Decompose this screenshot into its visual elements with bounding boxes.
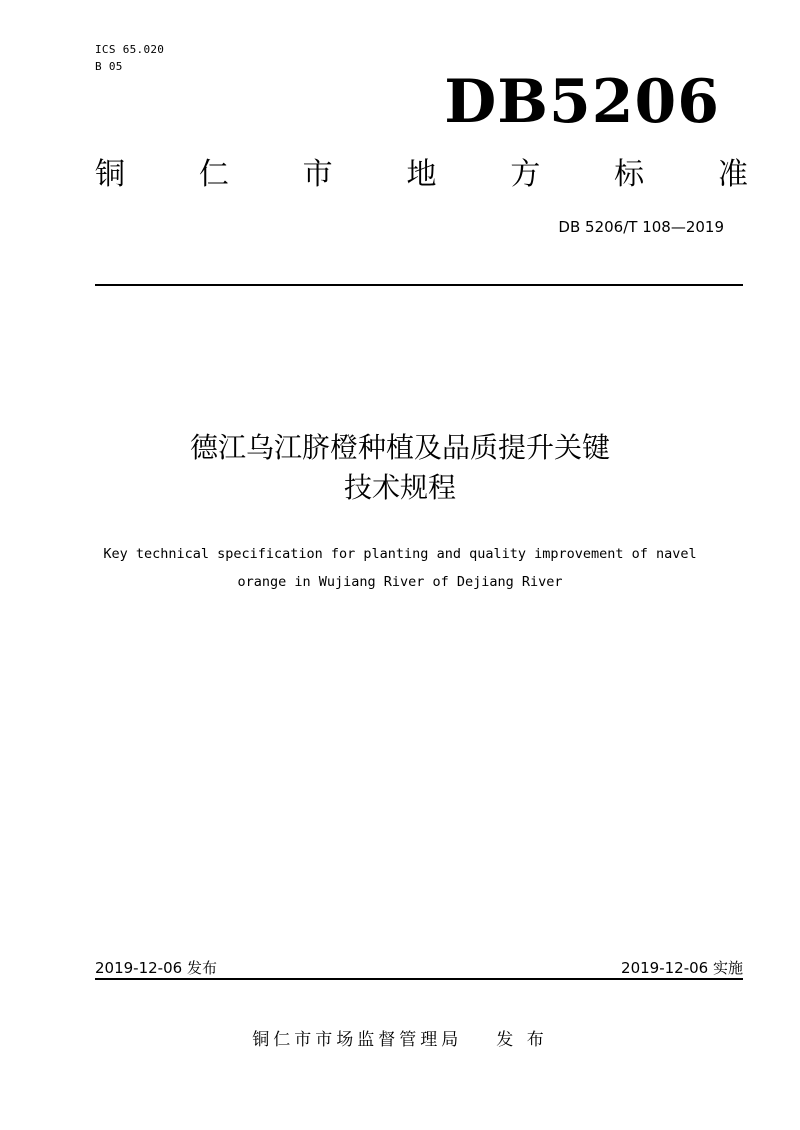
standard-type-char: 标	[614, 157, 645, 192]
issuer-action: 发 布	[496, 1030, 548, 1050]
title-english	[60, 540, 740, 596]
bottom-divider	[95, 978, 743, 980]
ics-code: ICS 65.020	[95, 43, 165, 56]
standard-type-char: 市	[302, 157, 333, 192]
title-en-line-1: Key technical specification for planting and quality improvement of navel	[103, 546, 697, 562]
issuer-line	[0, 1026, 800, 1054]
standard-type	[95, 152, 748, 198]
title-chinese	[0, 428, 800, 508]
ccs-code: B 05	[95, 60, 123, 73]
standard-type-char: 方	[510, 157, 541, 192]
standard-type-char: 铜	[95, 157, 125, 192]
title-en-line-2: orange in Wujiang River of Dejiang River	[237, 574, 563, 590]
db-code: DB5206	[444, 67, 720, 137]
standard-type-char: 地	[406, 157, 437, 192]
implement-date: 2019-12-06 实施	[621, 959, 743, 977]
classification-codes	[95, 41, 164, 75]
issuer-name: 铜仁市市场监督管理局	[252, 1030, 463, 1050]
date-row	[95, 956, 743, 980]
standard-type-char: 准	[717, 157, 748, 192]
top-divider	[95, 284, 743, 286]
standard-type-char: 仁	[198, 157, 229, 192]
publish-date: 2019-12-06 发布	[95, 959, 217, 977]
title-zh-line-1: 德江乌江脐橙种植及品质提升关键	[189, 431, 610, 464]
standard-number: DB 5206/T 108—2019	[558, 218, 724, 236]
title-zh-line-2: 技术规程	[343, 471, 456, 504]
